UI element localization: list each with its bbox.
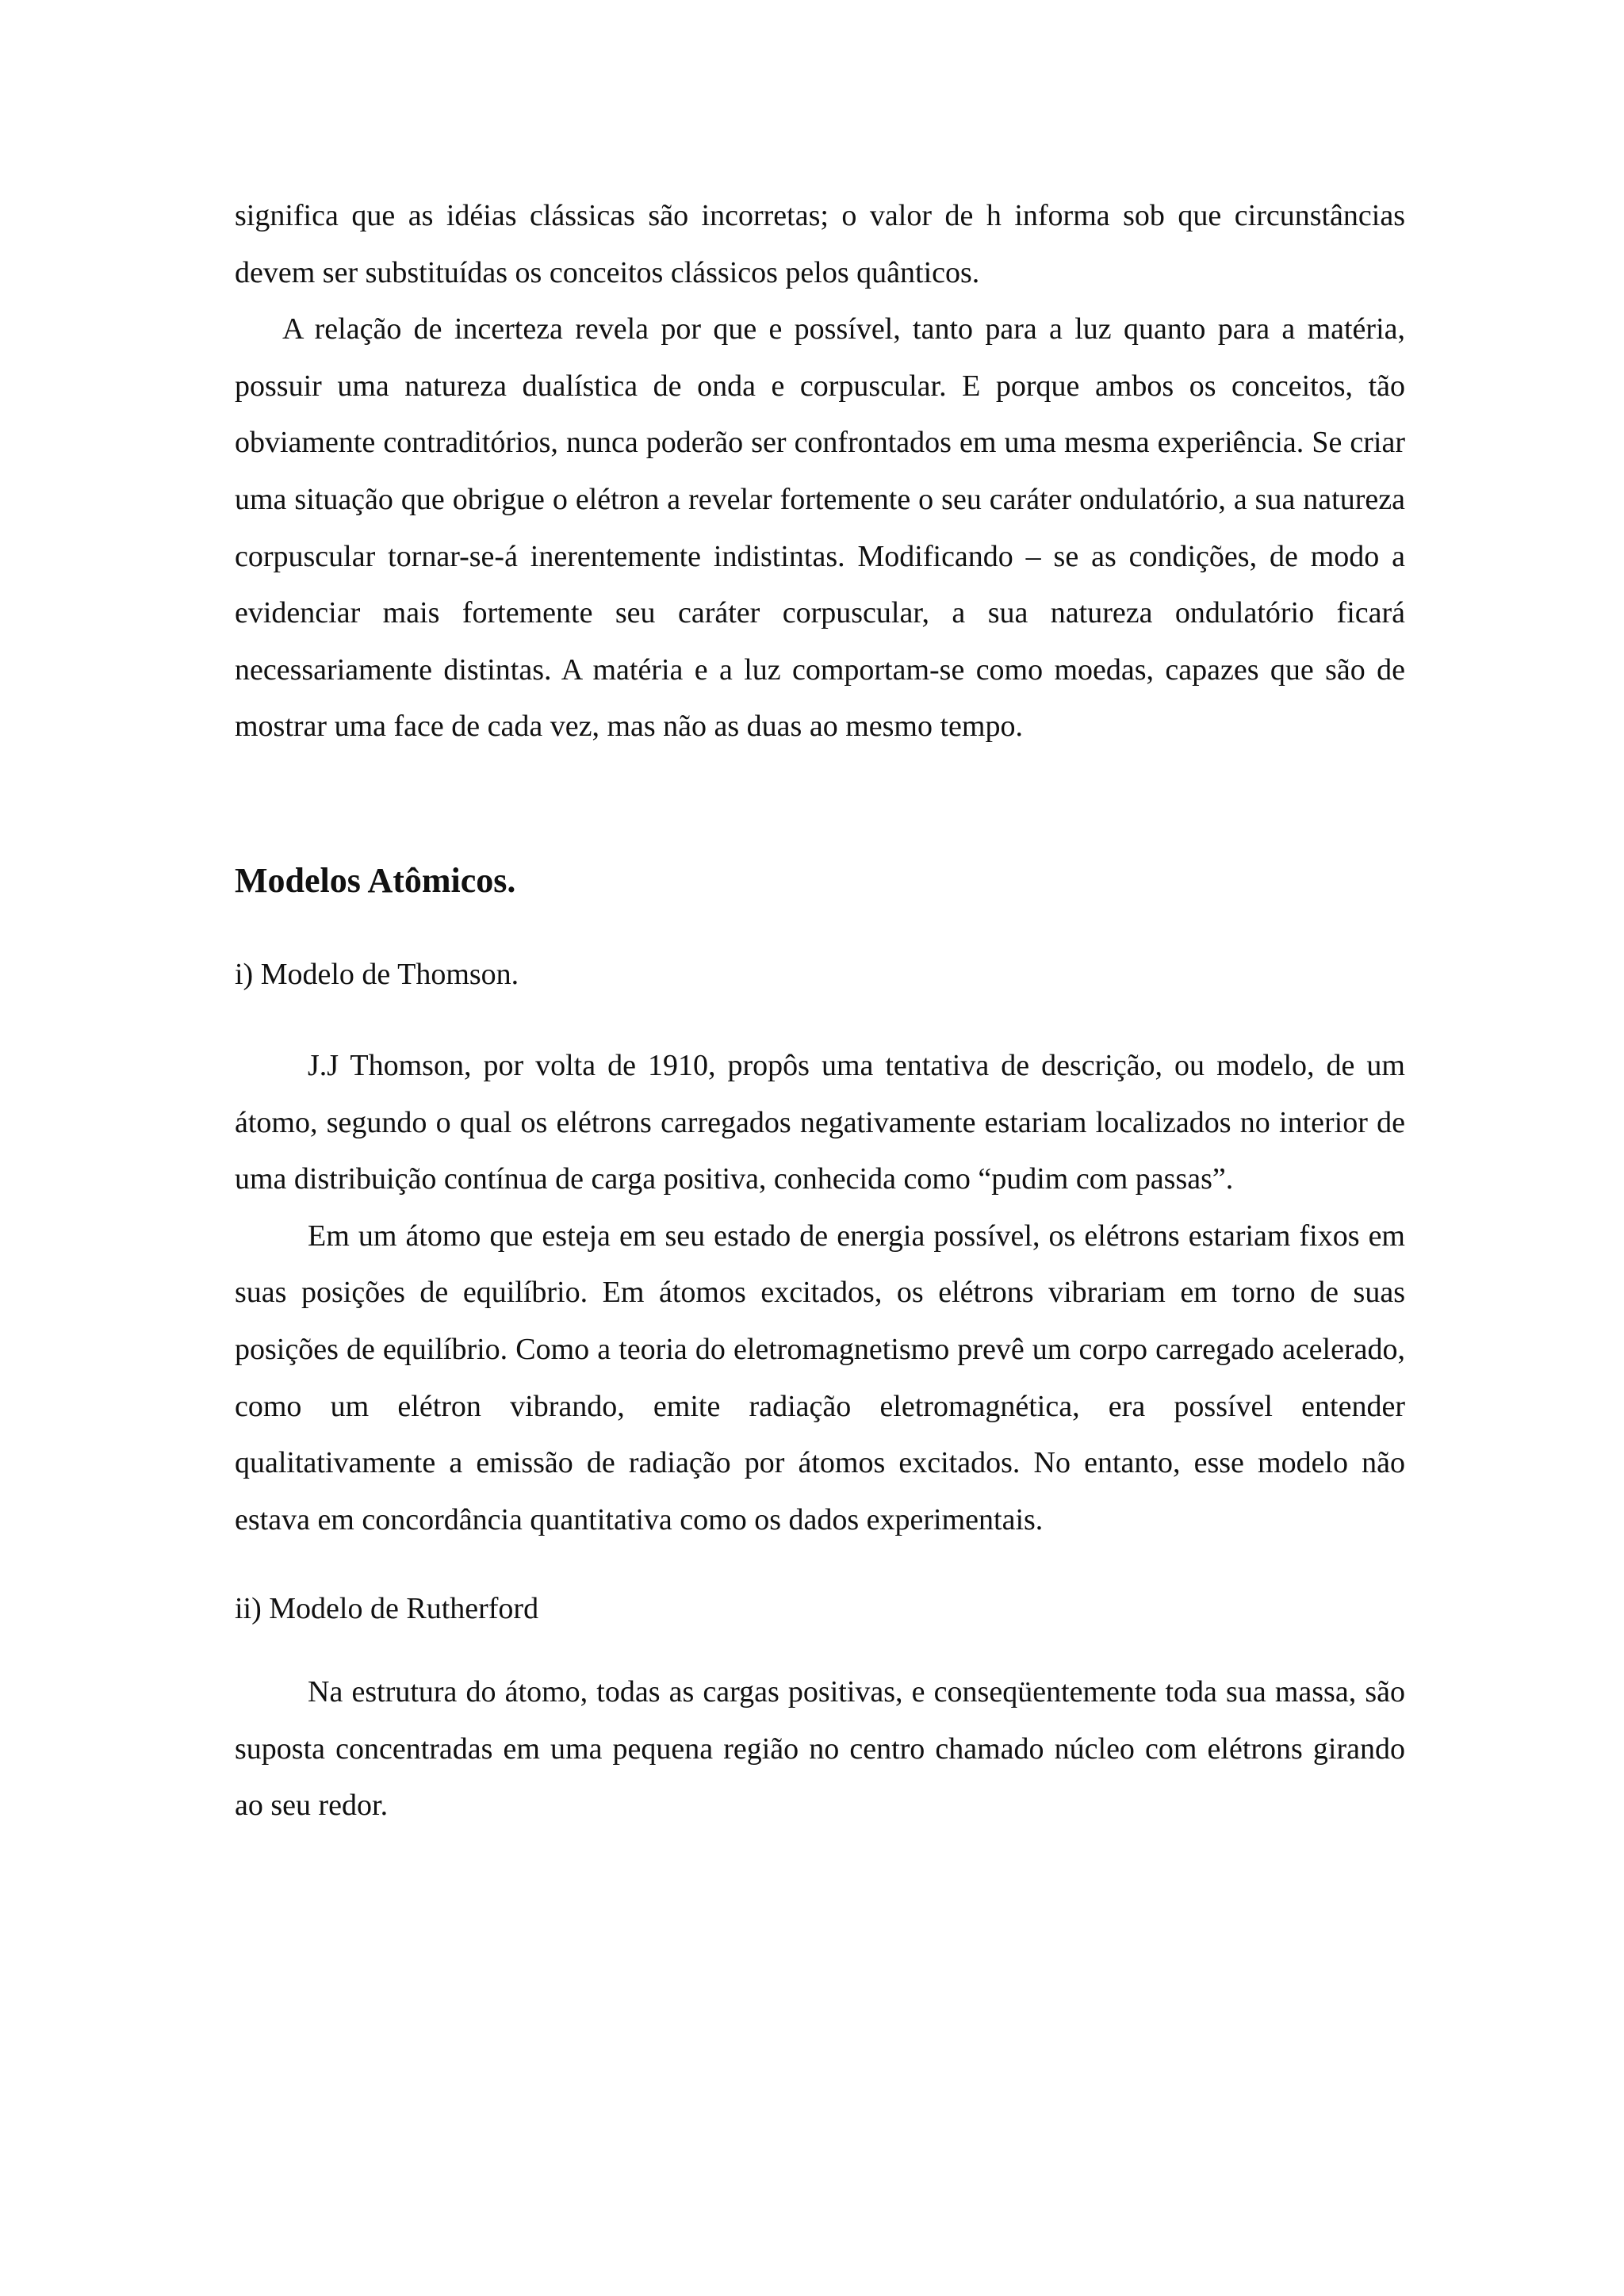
section-heading: Modelos Atômicos. xyxy=(235,860,516,900)
page-content xyxy=(235,188,1405,1835)
thomson-paragraph-2: Em um átomo que esteja em seu estado de energia possível, os elétrons estariam fixos em suas posições de equilíbrio. Em átomos excitados, os elétrons vibrariam em torno de suas posições de equilíbrio. Como a teoria do eletromagnetismo prevê um corpo carregado acelerado, como um elétron vibrando, emite radiação eletromagnética, era possível entender qualitativamente a emissão de radiação por átomos excitados. No entanto, esse modelo não estava em concordância quantitativa como os dados experimentais. xyxy=(235,1219,1405,1536)
rutherford-subheading: ii) Modelo de Rutherford xyxy=(235,1592,539,1626)
thomson-subheading: i) Modelo de Thomson. xyxy=(235,957,519,991)
intro-paragraph-2: A relação de incerteza revela por que e possível, tanto para a luz quanto para a matéria, possuir uma natureza dualística de onda e corpuscular. E porque ambos os conceitos, tão obviamente contraditórios, nunca poderão ser confrontados em uma mesma experiência. Se criar uma situação que obrigue o elétron a revelar fortemente o seu caráter ondulatório, a sua natureza corpuscular tornar-se-á inerentemente indistintas. Modificando – se as condições, de modo a evidenciar mais fortemente seu caráter corpuscular, a sua natureza ondulatório ficará necessariamente distintas. A matéria e a luz comportam-se como moedas, capazes que são de mostrar uma face de cada vez, mas não as duas ao mesmo tempo. xyxy=(235,312,1405,744)
intro-paragraph-1: significa que as idéias clássicas são incorretas; o valor de h informa sob que circunstâncias devem ser substituídas os conceitos clássicos pelos quânticos. xyxy=(235,199,1405,289)
rutherford-paragraph-1: Na estrutura do átomo, todas as cargas positivas, e conseqüentemente toda sua massa, são suposta concentradas em uma pequena região no centro chamado núcleo com elétrons girando ao seu redor. xyxy=(235,1675,1405,1823)
thomson-paragraph-1: J.J Thomson, por volta de 1910, propôs uma tentativa de descrição, ou modelo, de um átomo, segundo o qual os elétrons carregados negativamente estariam localizados no interior de uma distribuição contínua de carga positiva, conhecida como “pudim com passas”. xyxy=(235,1048,1405,1196)
